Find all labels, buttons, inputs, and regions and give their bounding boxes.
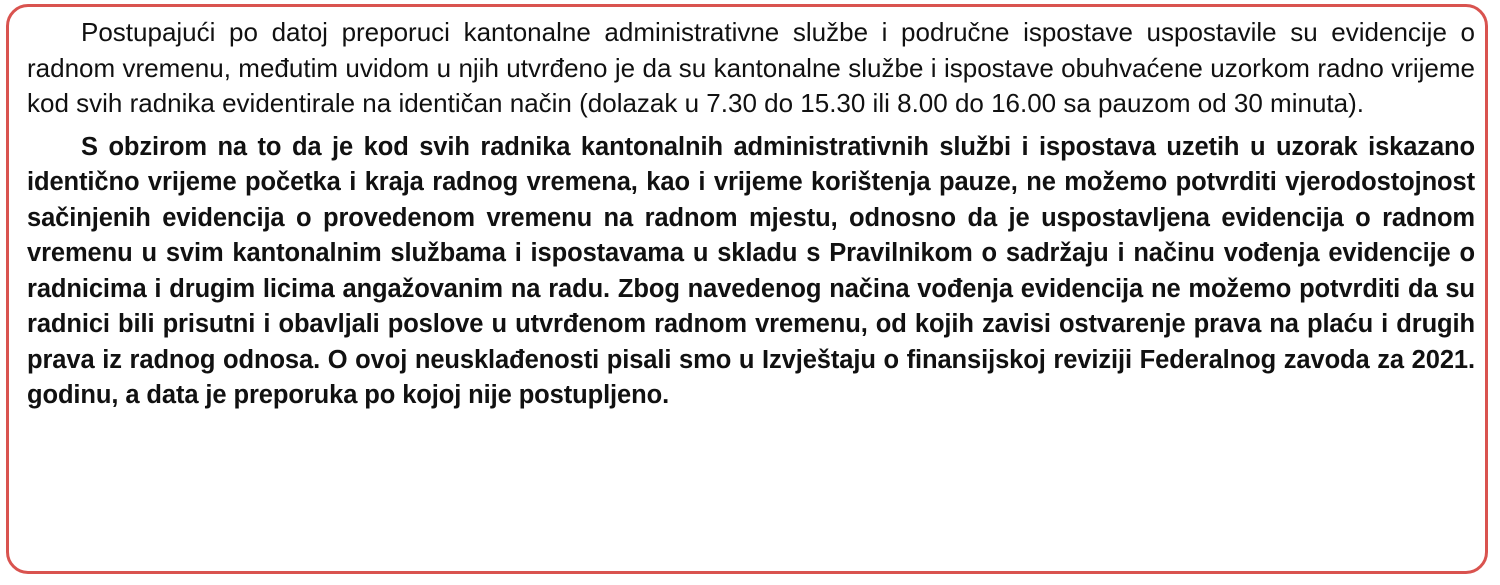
highlight-box (6, 4, 1488, 574)
paragraph-conclusion: S obzirom na to da je kod svih radnika kantonalnih administrativnih službi i ispostava uzetih u uzorak iskazano identično vrijeme početka i kraja radnog vremena, kao i vrijeme korištenja pauze, ne možemo potvrditi vjerodostojnost sačinjenih evidencija o provedenom vremenu na radnom mjestu, odnosno da je uspostavljena evidencija o radnom vremenu u svim kantonalnim službama i ispostavama u skladu s Pravilnikom o sadržaju i načinu vođenja evidencije o radnicima i drugim licima angažovanim na radu. Zbog navedenog načina vođenja evidencija ne možemo potvrditi da su radnici bili prisutni i obavljali poslove u utvrđenom radnom vremenu, od kojih zavisi ostvarenje prava na plaću i drugih prava iz radnog odnosa. O ovoj neusklađenosti pisali smo u Izvještaju o finansijskoj reviziji Federalnog zavoda za 2021. godinu, a data je preporuka po kojoj nije postupljeno. (27, 132, 1475, 409)
document-text (27, 15, 1475, 414)
paragraph-findings: Postupajući po datoj preporuci kantonalne administrativne službe i područne ispostave uspostavile su evidencije o radnom vremenu, međutim uvidom u njih utvrđeno je da su kantonalne službe i ispostave obuhvaćene uzorkom radno vrijeme kod svih radnika evidentirale na identičan način (dolazak u 7.30 do 15.30 ili 8.00 do 16.00 sa pauzom od 30 minuta). (27, 17, 1475, 118)
